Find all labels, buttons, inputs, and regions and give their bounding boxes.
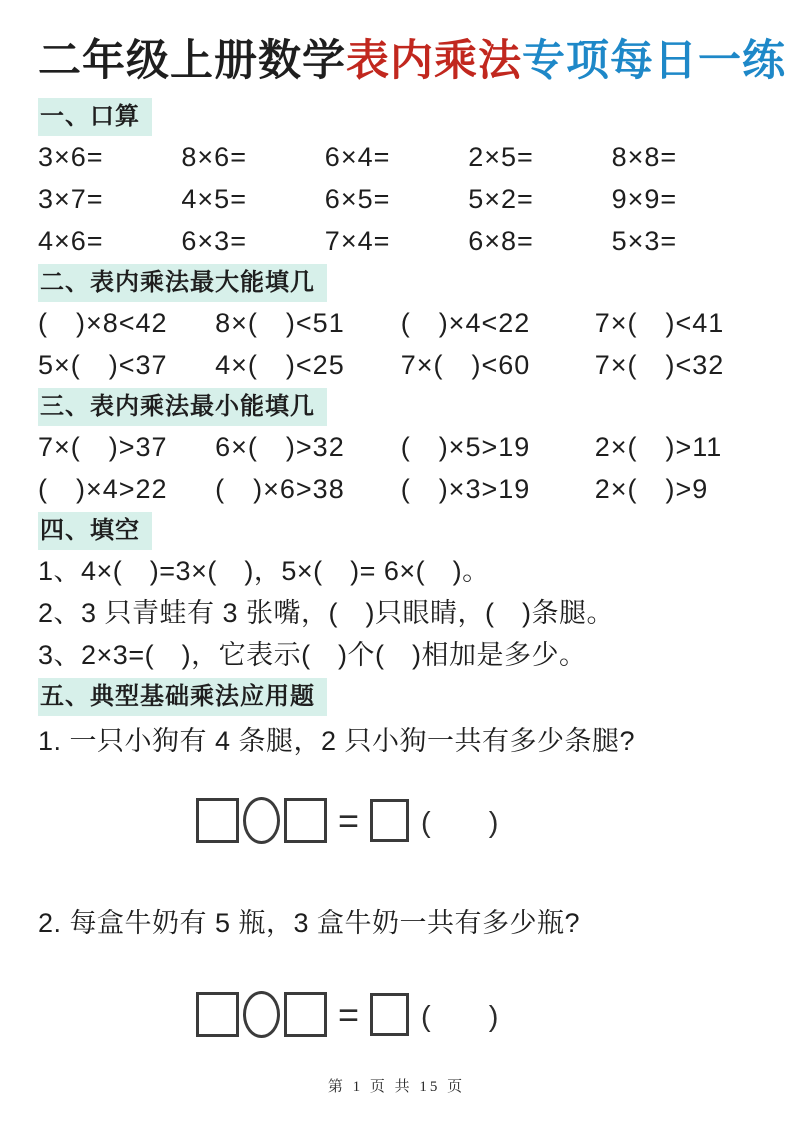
problem-cell: 2×( )>11 <box>594 431 723 462</box>
fill-blank-item: 3、2×3=( )，它表示( )个( )相加是多少。 <box>38 639 587 670</box>
problem-cell: 7×( )<32 <box>594 349 725 380</box>
title-part-subject: 二年级上册数学 <box>38 37 346 85</box>
page-number-footer: 第 1 页 共 15 页 <box>327 1079 466 1095</box>
section-fill-blank <box>38 512 755 676</box>
problem-cell: 7×( )>37 <box>38 431 168 462</box>
problem-cell: 6×3= <box>181 225 247 256</box>
word-problem-1-text: 1. 一只小狗有 4 条腿，2 只小狗一共有多少条腿? <box>38 725 636 756</box>
problem-cell: 5×2= <box>468 183 534 214</box>
problem-cell: 8×8= <box>611 141 678 172</box>
fill-blank-item: 1、4×( )=3×( )，5×( )= 6×( )。 <box>38 555 490 586</box>
problem-cell: 7×( )<60 <box>400 349 531 380</box>
unit-parentheses: ( ) <box>421 807 499 840</box>
problem-cell: 5×3= <box>611 225 678 256</box>
section-heading-fill-blank: 四、填空 <box>38 512 152 550</box>
operand-box <box>284 798 327 843</box>
problem-cell: 8×( )<51 <box>215 307 345 338</box>
problem-cell: 3×7= <box>38 183 104 214</box>
problem-cell: 2×( )>9 <box>594 473 709 504</box>
result-box <box>370 993 409 1036</box>
section-heading-max-fill: 二、表内乘法最大能填几 <box>38 264 327 302</box>
problem-cell: 3×6= <box>38 141 104 172</box>
problem-cell: ( )×5>19 <box>400 431 531 462</box>
operand-box <box>196 798 239 843</box>
problem-cell: ( )×4<22 <box>400 307 531 338</box>
problem-cell: 4×5= <box>181 183 247 214</box>
equation-answer-row-2 <box>196 976 755 1054</box>
title-part-practice: 专项每日一练 <box>522 37 786 85</box>
problem-cell: 4×( )<25 <box>215 349 345 380</box>
problem-cell: 6×4= <box>324 141 391 172</box>
fill-blank-item: 2、3 只青蛙有 3 张嘴，( )只眼睛，( )条腿。 <box>38 597 615 628</box>
problem-cell: 9×9= <box>611 183 678 214</box>
problem-cell: 7×4= <box>324 225 391 256</box>
oral-problems-grid <box>38 136 755 262</box>
result-box <box>370 799 409 842</box>
page-title <box>38 34 786 90</box>
problem-cell: ( )×8<42 <box>38 307 168 338</box>
equals-sign: = <box>338 799 360 841</box>
section-heading-min-fill: 三、表内乘法最小能填几 <box>38 388 327 426</box>
section-heading-oral: 一、口算 <box>38 98 152 136</box>
section-word-problems <box>38 678 755 1054</box>
problem-cell: ( )×3>19 <box>400 473 531 504</box>
problem-cell: ( )×4>22 <box>38 473 168 504</box>
word-problem-2-text: 2. 每盒牛奶有 5 瓶，3 盒牛奶一共有多少瓶? <box>38 907 581 938</box>
problem-cell: 2×5= <box>468 141 534 172</box>
equation-answer-row-1 <box>196 782 755 860</box>
section-oral-calculation <box>38 98 755 262</box>
problem-cell: 8×6= <box>181 141 247 172</box>
section-min-fill <box>38 388 755 510</box>
unit-parentheses: ( ) <box>421 1001 499 1034</box>
operator-circle <box>243 797 280 844</box>
problem-cell: 4×6= <box>38 225 104 256</box>
max-fill-problems-grid <box>38 302 755 386</box>
problem-cell: 6×( )>32 <box>215 431 345 462</box>
operand-box <box>196 992 239 1037</box>
problem-cell: 6×5= <box>324 183 391 214</box>
operand-box <box>284 992 327 1037</box>
problem-cell: 7×( )<41 <box>594 307 725 338</box>
section-heading-word-problems: 五、典型基础乘法应用题 <box>38 678 327 716</box>
problem-cell: ( )×6>38 <box>215 473 345 504</box>
problem-cell: 5×( )<37 <box>38 349 168 380</box>
problem-cell: 6×8= <box>468 225 534 256</box>
title-part-topic: 表内乘法 <box>346 37 522 85</box>
min-fill-problems-grid <box>38 426 755 510</box>
section-max-fill <box>38 264 755 386</box>
equals-sign: = <box>338 993 360 1035</box>
operator-circle <box>243 991 280 1038</box>
fill-blank-items <box>38 550 755 676</box>
